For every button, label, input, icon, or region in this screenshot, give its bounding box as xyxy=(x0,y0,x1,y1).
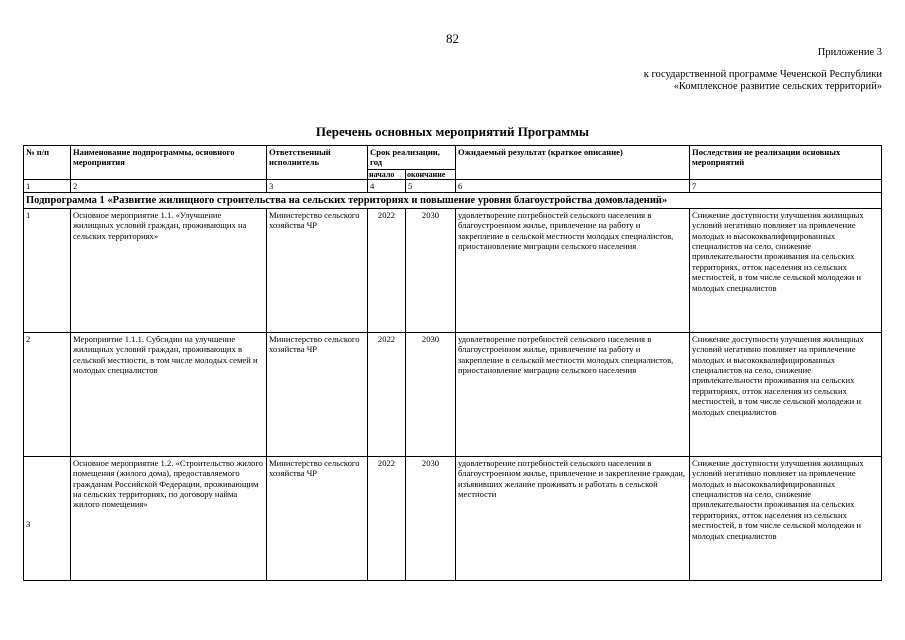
column-number: 5 xyxy=(406,179,456,192)
header-start: начало xyxy=(368,169,406,179)
column-number: 6 xyxy=(456,179,690,192)
column-numbers-row xyxy=(24,179,882,192)
appendix-program-name: «Комплексное развитие сельских территорий» xyxy=(673,81,882,92)
page-number: 82 xyxy=(446,31,459,46)
row-num: 2 xyxy=(24,332,71,456)
header-num: № п/п xyxy=(24,146,71,180)
row-name: Основное мероприятие 1.1. «Улучшение жилищных условий граждан, проживающих на сельских территориях» xyxy=(71,208,267,332)
row-consequences: Снижение доступности улучшения жилищных условий негативно повлияет на привлечение молодых и высококвалифицированных специалистов на село, снижение привлекательности проживания на сельских территориях, отток населения из сельских местностей, в том числе сельской молодежи и молодых специалистов xyxy=(690,332,882,456)
header-result: Ожидаемый результат (краткое описание) xyxy=(456,146,690,180)
section-row xyxy=(24,192,882,208)
header-row xyxy=(24,146,882,170)
row-start: 2022 xyxy=(368,456,406,580)
row-result: удовлетворение потребностей сельского населения в благоустроенном жилье, привлечение на работу и закрепление в сельской местности молодых специалистов, приостановление миграции сельского населения xyxy=(456,332,690,456)
appendix-program-ref: к государственной программе Чеченской Республики xyxy=(643,69,882,80)
row-executor: Министерство сельского хозяйства ЧР xyxy=(267,208,368,332)
header-name: Наименование подпрограммы, основного мероприятия xyxy=(71,146,267,180)
header-consequences: Последствия не реализации основных мероприятий xyxy=(690,146,882,180)
header-executor: Ответственный исполнитель xyxy=(267,146,368,180)
appendix-label: Приложение 3 xyxy=(817,47,882,58)
row-executor: Министерство сельского хозяйства ЧР xyxy=(267,456,368,580)
column-number: 2 xyxy=(71,179,267,192)
header-term: Срок реализации, год xyxy=(368,146,456,170)
row-result: удовлетворение потребностей сельского населения в благоустроенном жилье, привлечение на работу и закрепление в сельской местности молодых специалистов, приостановление миграции сельского населения xyxy=(456,208,690,332)
column-number: 1 xyxy=(24,179,71,192)
row-result: удовлетворение потребностей сельского населения в благоустроенном жилье, привлечение и закрепление граждан, изъявивших желание проживать и работать в сельской местности xyxy=(456,456,690,580)
row-end: 2030 xyxy=(406,208,456,332)
table-row xyxy=(24,332,882,456)
table-row xyxy=(24,208,882,332)
row-num: 1 xyxy=(24,208,71,332)
row-name: Основное мероприятие 1.2. «Строительство жилого помещения (жилого дома), предоставляемого гражданам Российской Федерации, проживающим на сельских территориях, по договору найма жилого помещения» xyxy=(71,456,267,580)
row-executor: Министерство сельского хозяйства ЧР xyxy=(267,332,368,456)
row-num: 3 xyxy=(24,456,71,580)
row-start: 2022 xyxy=(368,208,406,332)
column-number: 3 xyxy=(267,179,368,192)
measures-table xyxy=(23,145,882,581)
row-end: 2030 xyxy=(406,456,456,580)
table-row xyxy=(24,456,882,580)
document-title: Перечень основных мероприятий Программы xyxy=(315,124,590,139)
row-end: 2030 xyxy=(406,332,456,456)
row-name: Мероприятие 1.1.1. Субсидии на улучшение жилищных условий граждан, проживающих в сельской местности, в том числе молодых семей и молодых специалистов xyxy=(71,332,267,456)
row-consequences: Снижение доступности улучшения жилищных условий негативно повлияет на привлечение молодых и высококвалифицированных специалистов на село, снижение привлекательности проживания на сельских территориях, отток населения из сельских местностей, в том числе сельской молодежи и молодых специалистов xyxy=(690,208,882,332)
header-end: окончание xyxy=(406,169,456,179)
section-title: Подпрограмма 1 «Развитие жилищного строительства на сельских территориях и повышение уровня благоустройства домовладений» xyxy=(24,192,882,208)
row-consequences: Снижение доступности улучшения жилищных условий негативно повлияет на привлечение молодых и высококвалифицированных специалистов на село, снижение привлекательности проживания на сельских территориях, отток населения из сельских местностей, в том числе сельской молодежи и молодых специалистов xyxy=(690,456,882,580)
column-number: 4 xyxy=(368,179,406,192)
row-start: 2022 xyxy=(368,332,406,456)
column-number: 7 xyxy=(690,179,882,192)
